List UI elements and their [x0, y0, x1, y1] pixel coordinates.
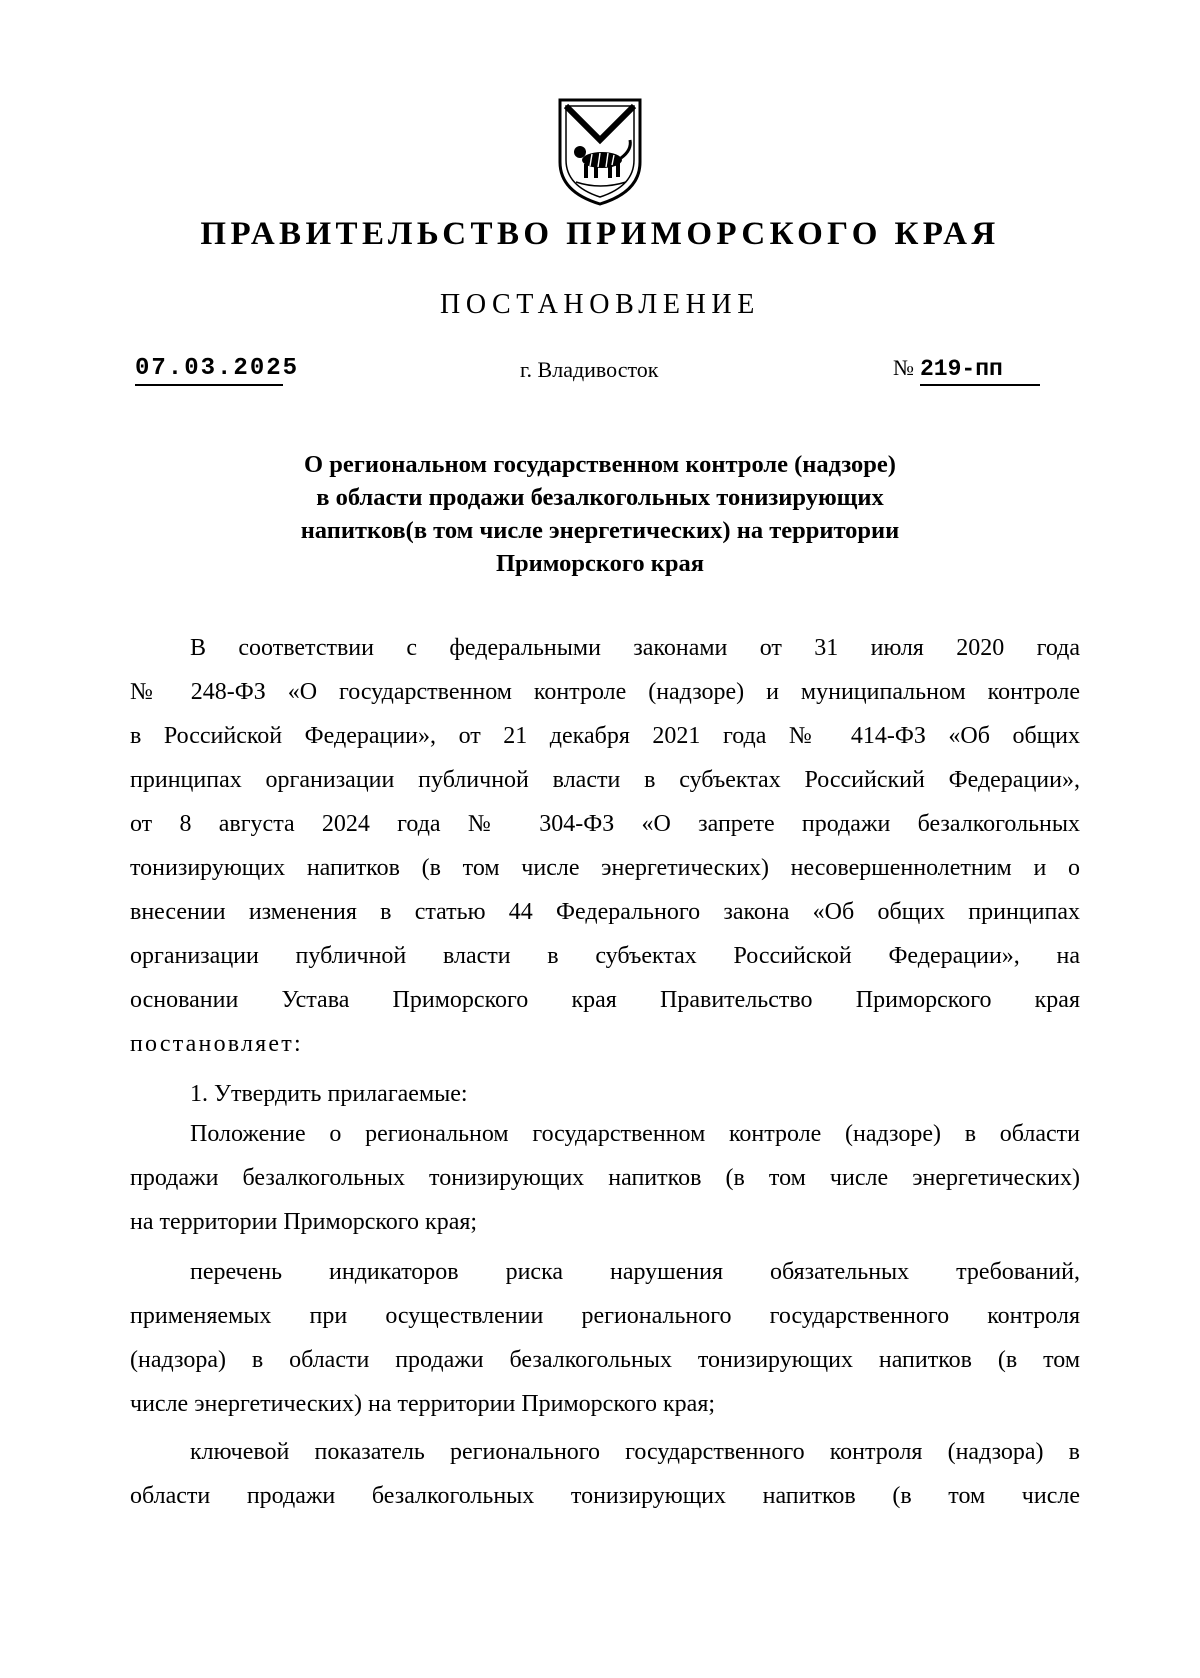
paragraph-risk-indicators — [130, 1250, 1080, 1426]
preamble-paragraph — [130, 626, 1080, 1066]
text-line: В соответствии с федеральными законами от 31 июля 2020 года — [190, 635, 1080, 661]
text-line: применяемых при осуществлении регионального государственного контроля — [130, 1303, 1080, 1329]
title-line: в области продажи безалкогольных тонизирующих — [316, 484, 884, 511]
title-line: Приморского края — [495, 550, 705, 577]
text-line: тонизирующих напитков (в том числе энергетических) несовершеннолетним и о — [130, 855, 1080, 881]
document-number-block — [893, 355, 1040, 386]
document-city: г. Владивосток — [520, 357, 659, 382]
text-line: № 248-ФЗ «О государственном контроле (надзоре) и муниципальном контроле — [130, 679, 1080, 705]
coat-of-arms-icon — [550, 92, 650, 207]
text-line: перечень индикаторов риска нарушения обязательных требований, — [190, 1259, 1080, 1285]
title-line: О региональном государственном контроле (надзоре) — [304, 451, 896, 478]
text-line: продажи безалкогольных тонизирующих напитков (в том числе энергетических) — [130, 1165, 1080, 1191]
text-line-resolves: постановляет: — [130, 1031, 303, 1057]
text-line: (надзора) в области продажи безалкогольных тонизирующих напитков (в том — [130, 1347, 1080, 1373]
text-line: области продажи безалкогольных тонизирующих напитков (в том числе — [130, 1483, 1080, 1509]
text-line: Положение о региональном государственном контроле (надзоре) в области — [190, 1121, 1080, 1147]
title-line: напитков(в том числе энергетических) на территории — [300, 517, 900, 544]
text-line: в Российской Федерации», от 21 декабря 2021 года № 414-ФЗ «Об общих — [130, 723, 1080, 749]
document-number: 219-пп — [920, 356, 1040, 386]
document-title — [0, 448, 1200, 580]
text-line: числе энергетических) на территории Приморского края; — [130, 1391, 716, 1417]
text-line: организации публичной власти в субъектах Российской Федерации», на — [130, 943, 1080, 969]
paragraph-key-indicator — [130, 1430, 1080, 1518]
document-type: ПОСТАНОВЛЕНИЕ — [440, 289, 760, 320]
text-line: основании Устава Приморского края Правительство Приморского края — [130, 987, 1080, 1013]
text-line: на территории Приморского края; — [130, 1209, 478, 1235]
text-line: ключевой показатель регионального государственного контроля (надзора) в — [190, 1439, 1080, 1465]
text-line: внесении изменения в статью 44 Федерального закона «Об общих принципах — [130, 899, 1080, 925]
number-sign: № — [893, 355, 914, 380]
item-1 — [130, 1072, 1080, 1116]
organization-name: ПРАВИТЕЛЬСТВО ПРИМОРСКОГО КРАЯ — [200, 216, 1000, 252]
text-line: принципах организации публичной власти в субъектах Российский Федерации», — [130, 767, 1080, 793]
document-date: 07.03.2025 — [135, 355, 283, 386]
text-line: от 8 августа 2024 года № 304-ФЗ «О запрете продажи безалкогольных — [130, 811, 1080, 837]
text-line: 1. Утвердить прилагаемые: — [190, 1081, 468, 1107]
paragraph-regulation — [130, 1112, 1080, 1244]
